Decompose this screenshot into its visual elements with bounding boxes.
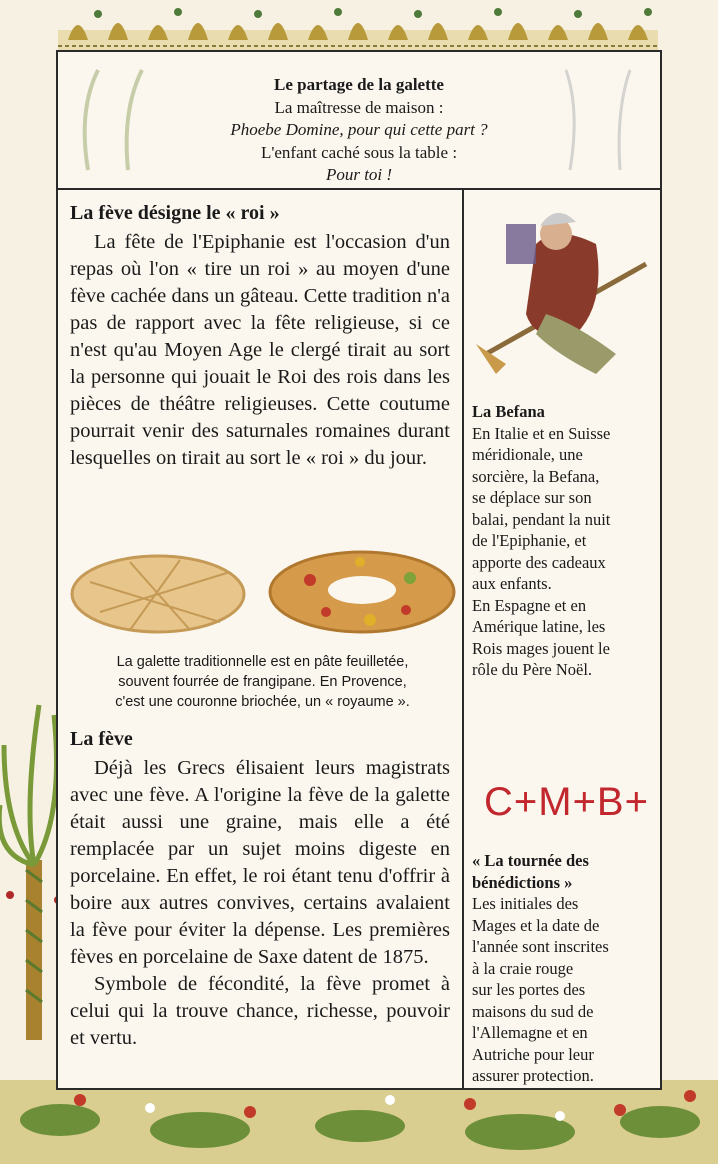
befana-line: de l'Epiphanie, et: [472, 531, 587, 550]
decorative-top-border: [58, 0, 658, 52]
header-line-2: Phoebe Domine, pour qui cette part ?: [230, 120, 488, 139]
sidebar-column: [462, 190, 662, 1090]
befana-line: sorcière, la Befana,: [472, 466, 600, 486]
section-body-roi: La fête de l'Epiphanie est l'occasion d'un repas où l'on « tire un roi » au moyen d'une fève cachée dans un gâteau. Cette tradition n'a pas de rapport avec la fête religieuse, si ce n'est qu'au Moyen Age le clergé tirait au sort la personne qui jouait le Roi des rois dans les pièces de théâtre religieuses. Cette coutume pourrait venir des saturnales romaines durant lesquelles on tirait au sort le « roi » du jour.: [70, 231, 450, 469]
tournee-line: Mages et la date de: [472, 915, 600, 935]
caption-line-1: La galette traditionnelle est en pâte feuilletée,: [116, 654, 409, 670]
tournee-line: à la craie rouge: [472, 958, 574, 978]
faded-figure-right: [540, 60, 650, 180]
befana-line: se déplace sur son: [472, 488, 592, 507]
tournee-line: l'année sont inscrites: [472, 937, 609, 956]
befana-line: apporte des cadeaux: [472, 552, 606, 572]
befana-line: aux enfants.: [472, 574, 552, 593]
galette-illustrations: [70, 542, 460, 642]
section-feve: [70, 728, 450, 1052]
content-frame: [56, 50, 662, 1090]
section-title-feve: La fève: [70, 728, 133, 750]
tournee-title: « La tournée des: [472, 851, 589, 870]
befana-line: Rois mages jouent le: [472, 638, 610, 658]
befana-line: balai, pendant la nuit: [472, 509, 611, 529]
befana-witch-illustration: [476, 204, 652, 384]
header-title: Le partage de la galette: [274, 75, 444, 94]
header-line-4: Pour toi !: [325, 165, 393, 184]
tournee-line: l'Allemagne et en: [472, 1023, 588, 1042]
befana-line: En Italie et en Suisse: [472, 423, 611, 443]
section-feve-para-2: Symbole de fécondité, la fève promet à celui qui la trouve chance, richesse, pouvoir et vertu.: [70, 973, 450, 1049]
befana-line: rôle du Père Noël.: [472, 660, 593, 679]
tournee-line: sur les portes des: [472, 980, 586, 999]
befana-line: méridionale, une: [472, 445, 583, 464]
header-quote-box: [58, 52, 660, 190]
caption-line-2: souvent fourrée de frangipane. En Provence,: [118, 674, 407, 690]
header-line-1: La maîtresse de maison :: [274, 97, 444, 117]
tournee-line: assurer protection.: [472, 1066, 594, 1085]
befana-line: Amérique latine, les: [472, 617, 606, 636]
tournee-title: bénédictions »: [472, 872, 573, 892]
befana-text-block: [464, 401, 660, 681]
tournee-line: maisons du sud de: [472, 1001, 594, 1021]
section-title-roi: La fève désigne le « roi »: [70, 202, 280, 224]
tournee-line: Les initiales des: [472, 894, 579, 913]
faded-figure-left: [68, 60, 178, 180]
caption-line-3: c'est une couronne briochée, un « royaume ».: [115, 694, 410, 710]
cmb-chalk-inscription: C+M+B+: [484, 780, 649, 824]
tournee-text-block: [464, 850, 660, 1087]
befana-title: La Befana: [472, 402, 545, 421]
tournee-line: Autriche pour leur: [472, 1044, 594, 1064]
galette-caption: [70, 652, 455, 712]
befana-line: En Espagne et en: [472, 595, 587, 615]
section-feve-para-1: Déjà les Grecs élisaient leurs magistrats avec une fève. A l'origine la fève de la galette était aussi une graine, mais elle a été remplacée par un sujet moins digeste en porcelaine. En effet, le roi étant tenu d'offrir à boire aux autres convives, certains avalaient la fève pour éviter la dépense. Les premières fèves en porcelaine de Saxe datent de 1875.: [70, 757, 450, 968]
main-column: [70, 202, 450, 1049]
header-line-3: L'enfant caché sous la table :: [260, 142, 458, 162]
